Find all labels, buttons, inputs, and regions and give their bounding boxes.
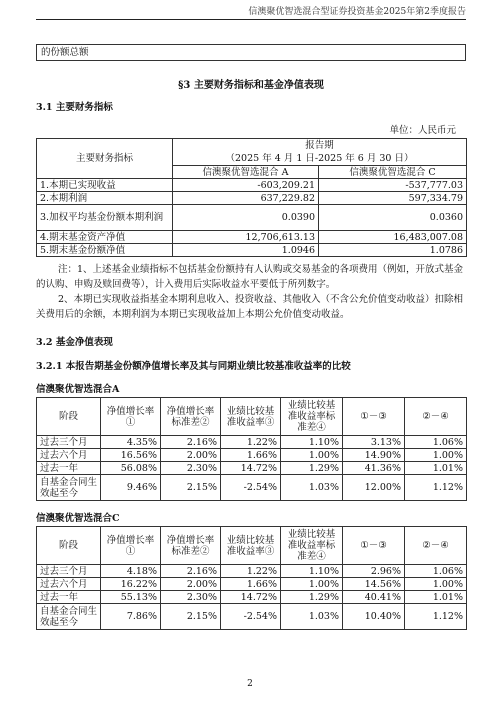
perf-cell: 16.56% [101, 449, 161, 462]
indicator-label: 4.期末基金资产净值 [37, 231, 173, 244]
perf-cell: 2.00% [161, 449, 221, 462]
stage-label: 过去一年 [37, 591, 101, 604]
perf-cell: 41.36% [343, 462, 405, 475]
indicator-value-c: 16,483,007.08 [319, 231, 467, 244]
perf-cell: 4.35% [101, 436, 161, 449]
perf-cell: 1.66% [221, 449, 281, 462]
header-fund-a: 信澳聚优智选混合 A [173, 166, 319, 179]
perf-cell: 1.22% [221, 565, 281, 578]
perf-cell: 14.72% [221, 591, 281, 604]
perf-cell: 2.30% [161, 591, 221, 604]
carry-over-cell [36, 44, 466, 61]
carry-over-label: 的份额总额 [41, 47, 89, 58]
stage-label: 自基金合同生效起至今 [37, 604, 101, 630]
perf-cell: 1.29% [281, 462, 343, 475]
page-number: 2 [247, 679, 253, 689]
header-indicator: 主要财务指标 [37, 139, 173, 179]
perf-cell: 14.72% [221, 462, 281, 475]
header-diff-1-3: ①－③ [343, 527, 405, 565]
section-title: §3 主要财务指标和基金净值表现 [178, 80, 324, 91]
perf-cell: 1.10% [281, 436, 343, 449]
perf-cell: 2.15% [161, 475, 221, 501]
page-header: 信澳聚优智选混合型证券投资基金2025年第2季度报告 [36, 4, 466, 20]
perf-cell: 12.00% [343, 475, 405, 501]
indicator-value-a: 637,229.82 [173, 192, 319, 205]
perf-cell: 2.00% [161, 578, 221, 591]
perf-cell: 1.12% [405, 475, 467, 501]
subsection-title-3-2-1: 3.2.1 本报告期基金份额净值增长率及其与同期业绩比较基准收益率的比较 [36, 361, 351, 372]
indicator-value-a: -603,209.21 [173, 179, 319, 192]
perf-cell: 1.03% [281, 475, 343, 501]
perf-cell: 1.00% [281, 449, 343, 462]
perf-cell: 2.16% [161, 565, 221, 578]
perf-cell: 4.18% [101, 565, 161, 578]
perf-cell: 1.29% [281, 591, 343, 604]
indicator-value-c: 1.0786 [319, 244, 467, 257]
perf-cell: 1.06% [405, 436, 467, 449]
perf-cell: 1.12% [405, 604, 467, 630]
indicator-value-a: 1.0946 [173, 244, 319, 257]
perf-cell: 2.15% [161, 604, 221, 630]
stage-label: 自基金合同生效起至今 [37, 475, 101, 501]
fund-c-title: 信澳聚优智选混合C [36, 513, 120, 524]
stage-label: 过去三个月 [37, 565, 101, 578]
perf-cell: 7.86% [101, 604, 161, 630]
perf-cell: 1.22% [221, 436, 281, 449]
note-2: 2、本期已实现收益指基金本期利息收入、投资收益、其他收入（不含公允价值变动收益）扣除相关费用后的余额，本期利润为本期已实现收益加上本期公允价值变动收益。 [36, 294, 464, 320]
indicator-value-c: -537,777.03 [319, 179, 467, 192]
unit-label: 单位：人民币元 [389, 125, 456, 136]
perf-cell: 2.16% [161, 436, 221, 449]
perf-cell: 40.41% [343, 591, 405, 604]
indicator-value-a: 12,706,613.13 [173, 231, 319, 244]
header-benchmark-std: 业绩比较基准收益率标准差④ [281, 527, 343, 565]
stage-label: 过去三个月 [37, 436, 101, 449]
perf-cell: -2.54% [221, 604, 281, 630]
perf-cell: 56.08% [101, 462, 161, 475]
perf-cell: 10.40% [343, 604, 405, 630]
indicator-value-c: 0.0360 [319, 205, 467, 231]
indicator-value-a: 0.0390 [173, 205, 319, 231]
indicator-label: 1.本期已实现收益 [37, 179, 173, 192]
header-benchmark-return: 业绩比较基准收益率③ [221, 527, 281, 565]
perf-cell: 1.01% [405, 591, 467, 604]
perf-cell: 2.30% [161, 462, 221, 475]
perf-cell: 9.46% [101, 475, 161, 501]
subsection-title-3-2: 3.2 基金净值表现 [36, 337, 113, 348]
perf-cell: 1.10% [281, 565, 343, 578]
perf-cell: 1.00% [405, 578, 467, 591]
perf-cell: 1.01% [405, 462, 467, 475]
perf-cell: 1.06% [405, 565, 467, 578]
perf-cell: -2.54% [221, 475, 281, 501]
perf-cell: 2.96% [343, 565, 405, 578]
financial-indicators-table [36, 138, 467, 257]
perf-cell: 14.90% [343, 449, 405, 462]
header-diff-2-4: ②－④ [405, 398, 467, 436]
header-nav-std: 净值增长率标准差② [161, 398, 221, 436]
header-diff-1-3: ①－③ [343, 398, 405, 436]
perf-cell: 1.00% [405, 449, 467, 462]
indicator-label: 5.期末基金份额净值 [37, 244, 173, 257]
header-stage: 阶段 [37, 398, 101, 436]
performance-table-a [36, 397, 467, 501]
indicator-value-c: 597,334.79 [319, 192, 467, 205]
header-fund-c: 信澳聚优智选混合 C [319, 166, 467, 179]
indicator-label: 3.加权平均基金份额本期利润 [37, 205, 173, 231]
indicator-label: 2.本期利润 [37, 192, 173, 205]
note-1: 注：1、上述基金业绩指标不包括基金份额持有人认购或交易基金的各项费用（例如，开放式基金的认购、申购及赎回费等），计入费用后实际收益水平要低于所列数字。 [36, 264, 464, 290]
header-nav-std: 净值增长率标准差② [161, 527, 221, 565]
header-period: 报告期 [173, 139, 467, 153]
fund-a-title: 信澳聚优智选混合A [36, 384, 120, 395]
header-benchmark-std: 业绩比较基准收益率标准差④ [281, 398, 343, 436]
header-stage: 阶段 [37, 527, 101, 565]
perf-cell: 3.13% [343, 436, 405, 449]
perf-cell: 55.13% [101, 591, 161, 604]
header-benchmark-return: 业绩比较基准收益率③ [221, 398, 281, 436]
perf-cell: 1.00% [281, 578, 343, 591]
perf-cell: 1.66% [221, 578, 281, 591]
perf-cell: 1.03% [281, 604, 343, 630]
header-nav-growth: 净值增长率① [101, 527, 161, 565]
header-range: （2025 年 4 月 1 日-2025 年 6 月 30 日） [173, 153, 467, 166]
subsection-title-3-1: 3.1 主要财务指标 [36, 102, 113, 113]
performance-table-c [36, 526, 467, 630]
header-nav-growth: 净值增长率① [101, 398, 161, 436]
perf-cell: 16.22% [101, 578, 161, 591]
perf-cell: 14.56% [343, 578, 405, 591]
stage-label: 过去六个月 [37, 578, 101, 591]
stage-label: 过去六个月 [37, 449, 101, 462]
stage-label: 过去一年 [37, 462, 101, 475]
header-diff-2-4: ②－④ [405, 527, 467, 565]
